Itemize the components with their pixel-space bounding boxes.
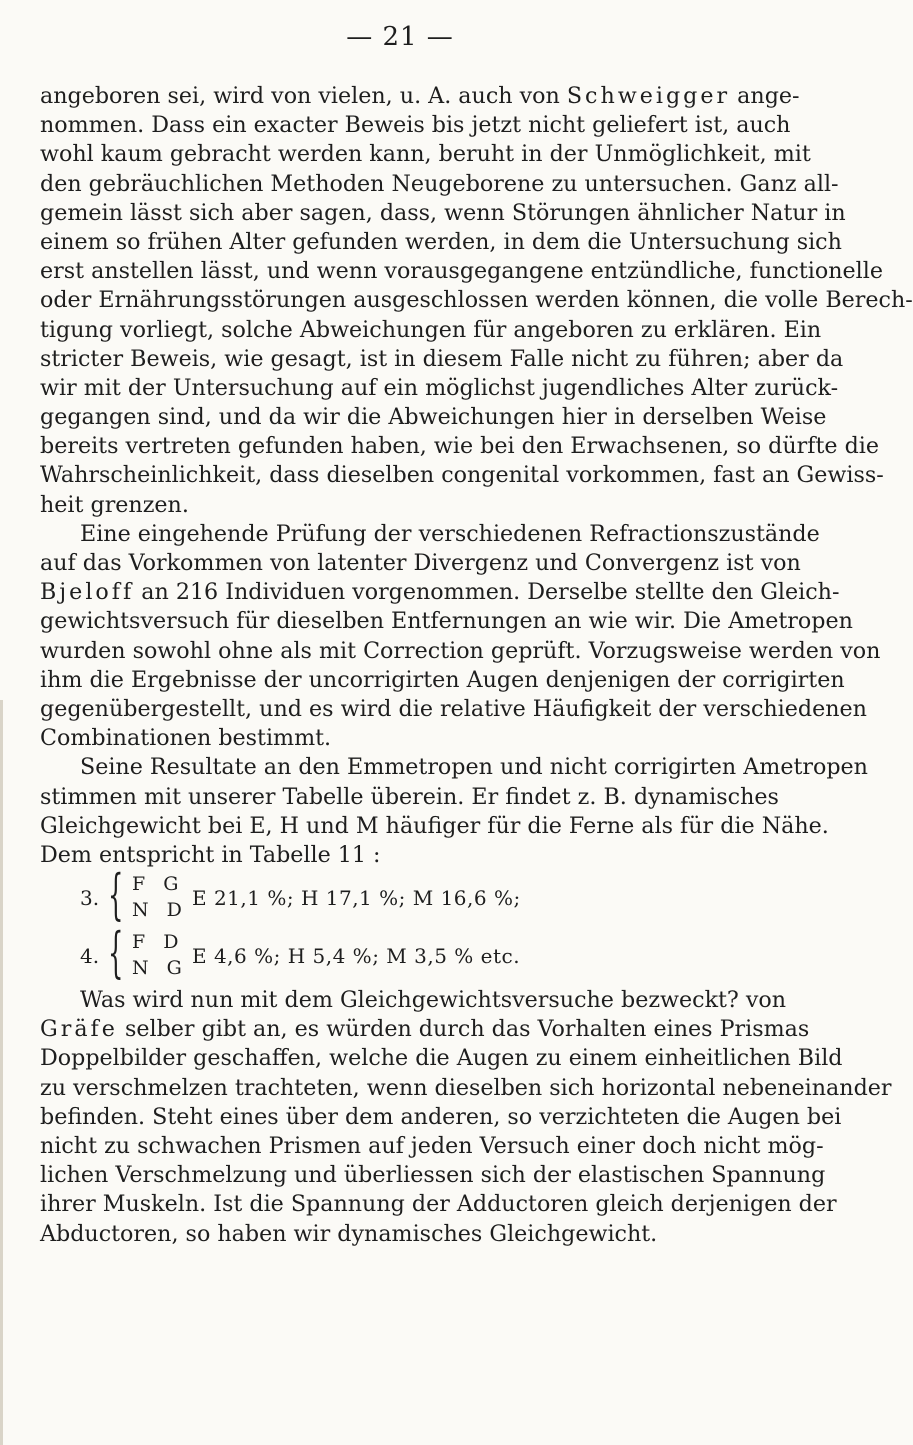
formula-top: F D — [132, 931, 185, 954]
author-name: Bjeloff — [40, 579, 135, 606]
text-line: lichen Verschmelzung und überliessen sich der elastischen Spannung — [40, 1162, 826, 1189]
formula-bottom: N D — [132, 899, 188, 922]
text-line: Was wird nun mit dem Gleichgewichtsversuche bezweckt? von — [80, 987, 787, 1014]
text-line: ihrer Muskeln. Ist die Spannung der Adductoren gleich derjenigen der — [40, 1191, 837, 1218]
text-line: heit grenzen. — [40, 491, 189, 518]
text-line: Gleichgewicht bei E, H und M häufiger für die Ferne als für die Nähe. — [40, 812, 829, 839]
text-line: Eine eingehende Prüfung der verschiedenen Refractionszustände — [80, 520, 820, 547]
brace-icon: { — [108, 863, 124, 927]
text-line: Wahrscheinlichkeit, dass dieselben congenital vorkommen, fast an Gewiss- — [40, 462, 884, 489]
formula-values: E 21,1 %; H 17,1 %; M 16,6 %; — [192, 886, 521, 911]
text-line: Seine Resultate an den Emmetropen und nicht corrigirten Ametropen — [80, 754, 868, 781]
text-line: stimmen mit unserer Tabelle überein. Er findet z. B. dynamisches — [40, 783, 779, 810]
text-line: oder Ernährungsstörungen ausgeschlossen werden können, die volle Berech- — [40, 287, 913, 314]
formula-row — [80, 921, 765, 986]
text-line: den gebräuchlichen Methoden Neugeborene zu untersuchen. Ganz all- — [40, 170, 839, 197]
formula-number: 3. — [80, 886, 100, 911]
text-line: auf das Vorkommen von latenter Divergenz und Convergenz ist von — [40, 550, 801, 576]
text-line: gemein lässt sich aber sagen, dass, wenn Störungen ähnlicher Natur in — [40, 199, 846, 226]
text-line: Dem entspricht in Tabelle 11 : — [40, 841, 381, 868]
text-line: erst anstellen lässt, und wenn vorausgegangene entzündliche, functionelle — [40, 258, 883, 285]
text-line: ihm die Ergebnisse der uncorrigirten Augen denjenigen der corrigirten — [40, 666, 845, 693]
text-line: nommen. Dass ein exacter Beweis bis jetzt nicht geliefert ist, auch — [40, 112, 791, 139]
text-line: Abductoren, so haben wir dynamisches Gleichgewicht. — [40, 1220, 658, 1247]
brace-icon: { — [108, 921, 124, 985]
text-line: wir mit der Untersuchung auf ein möglichst jugendliches Alter zurück- — [40, 374, 839, 401]
text-line: stricter Beweis, wie gesagt, ist in diesem Falle nicht zu führen; aber da — [40, 345, 844, 372]
text-line: Combinationen bestimmt. — [40, 725, 332, 752]
text-line: zu verschmelzen trachteten, wenn dieselben sich horizontal nebeneinander — [40, 1074, 892, 1101]
author-name: Schweigger — [566, 83, 731, 109]
page-number: — 21 — — [346, 22, 454, 52]
body-text — [40, 82, 913, 1249]
text-line: nicht zu schwachen Prismen auf jeden Versuch einer doch nicht mög- — [40, 1133, 824, 1159]
page-edge-shadow — [0, 700, 3, 1445]
text-line: einem so frühen Alter gefunden werden, in dem die Untersuchung sich — [40, 228, 842, 255]
text-line: Bjeloff an 216 Individuen vorgenommen. Derselbe stellte den Gleich- — [40, 579, 840, 606]
text-line: tigung vorliegt, solche Abweichungen für angeboren zu erklären. Ein — [40, 316, 822, 343]
formula-top: F G — [132, 873, 185, 896]
text-line: bereits vertreten gefunden haben, wie bei den Erwachsenen, so dürfte die — [40, 433, 880, 460]
formula-bottom: N G — [132, 957, 188, 980]
text-line: gewichtsversuch für dieselben Entfernungen an wie wir. Die Ametropen — [40, 608, 853, 635]
text-line: angeboren sei, wird von vielen, u. A. auch von Schweigger ange- — [40, 83, 800, 109]
formula-values: E 4,6 %; H 5,4 %; M 3,5 % etc. — [192, 944, 521, 969]
text-line: wohl kaum gebracht werden kann, beruht in der Unmöglichkeit, mit — [40, 141, 811, 168]
formula-row — [80, 863, 765, 928]
text-line: gegenübergestellt, und es wird die relative Häufigkeit der verschiedenen — [40, 695, 867, 722]
text-line: befinden. Steht eines über dem anderen, so verzichteten die Augen bei — [40, 1103, 842, 1130]
text-line: gegangen sind, und da wir die Abweichungen hier in derselben Weise — [40, 404, 827, 431]
text-line: wurden sowohl ohne als mit Correction geprüft. Vorzugsweise werden von — [40, 637, 881, 664]
text-line: Gräfe selber gibt an, es würden durch das Vorhalten eines Prismas — [40, 1016, 810, 1043]
formula-number: 4. — [80, 944, 100, 969]
text-line: Doppelbilder geschaffen, welche die Augen zu einem einheitlichen Bild — [40, 1045, 843, 1072]
author-name: Gräfe — [40, 1016, 118, 1043]
